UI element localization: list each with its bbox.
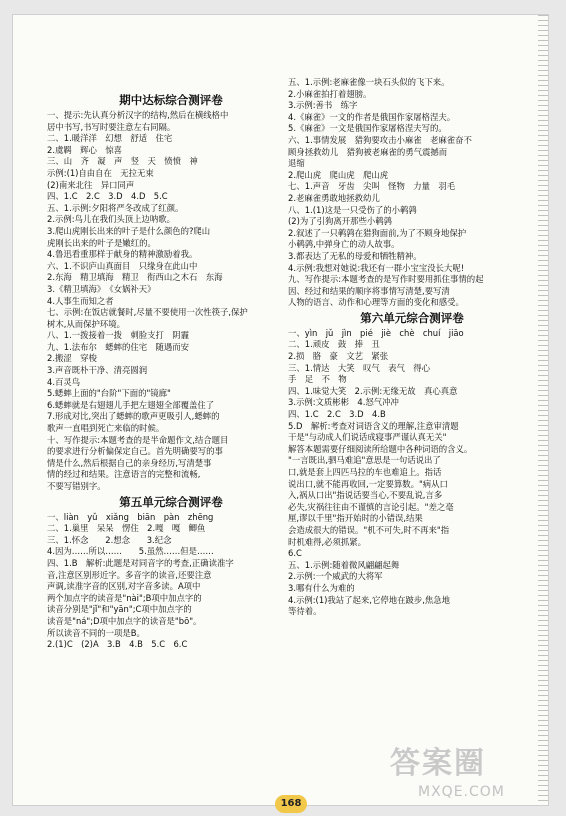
answer-line: 九、写作提示:本题考查的是写作时要用抓住事情的起: [288, 274, 484, 285]
answer-line: 音,注意区别形近字。多音字的读音,还要注意: [47, 569, 212, 580]
section-title: 第五单元综合测评卷: [119, 494, 223, 509]
answer-line: 5.蟋蟀上面的"台阶"下面的"镜廊": [47, 388, 171, 399]
answer-line: 4.《麻雀》一文的作者是俄国作家屠格涅夫。: [288, 111, 456, 122]
answer-line: 4.鲁迅看重那样于献身的精神激励着我。: [47, 249, 198, 260]
answer-line: 二、1.暖洋洋 幻想 舒适 住宅: [47, 133, 173, 144]
answer-line: 4.示例:(1)我站了起来,它停地在跛步,焦急地: [288, 594, 450, 605]
answer-line: 等待着。: [288, 606, 322, 617]
answer-line: 4.示例:我想对她说:我还有一群小宝宝没长大呢!: [288, 262, 465, 273]
answer-line: 九、1.法布尔 蟋蟀的住宅 随遇而安: [47, 341, 189, 352]
answer-line: 2.爬山虎 爬山虎 爬山虎: [288, 169, 389, 180]
answer-line: 四、1.C 2.C 3.D 4.D 5.C: [47, 191, 168, 202]
answer-line: 两个加点字的读音是"nài";B项中加点字的: [47, 592, 202, 603]
answer-line: 2.老麻雀勇敢地拯救幼儿: [288, 192, 380, 203]
page-number-badge: 168: [275, 795, 307, 813]
answer-line: 读音分别是"jǐ"和"yān";C项中加点字的: [47, 604, 192, 615]
answer-line: 一、提示:先认真分析汉字的结构,然后在横线格中: [47, 110, 229, 120]
answer-line: 读音是"ná";D项中加点字的读音是"bō"。: [47, 615, 202, 626]
answer-line: 5.《麻雀》一文是俄国作家屠格涅夫写的。: [288, 123, 447, 134]
answer-line: 口,就是套上四匹马拉的车也难追上。指话: [288, 467, 442, 477]
answer-line: 八、1.(1)这是一只受伤了的小鹌鹑: [288, 204, 417, 215]
answer-line: 6.C: [288, 548, 302, 559]
answer-line: 2.叙述了一只鹌鹑在猎狗面前,为了不顾身地保护: [288, 227, 467, 238]
answer-line: 十、写作提示:本题考查的是半命题作文,结合题目: [47, 434, 229, 445]
answer-line: 会造成很大的错误。"机不可失,时不再来"指: [288, 524, 450, 535]
answer-line: 顾身拯救幼儿 猎狗被老麻雀的勇气震撼而: [288, 146, 448, 157]
answer-line: 三、1.怀念 2.想念 3.纪念: [47, 534, 172, 545]
answer-line: 2.东海 精卫填海 精卫 衔西山之木石 东海: [47, 272, 223, 283]
answer-line: 四、1.C 2.C 3.D 4.B: [288, 409, 386, 420]
answer-line: 四、1.味觉大笑 2.示例:无缘无故 真心真意: [288, 385, 458, 396]
answer-line: 厘,谬以千里"指开始时的小错误,结果: [288, 513, 423, 524]
answer-line: 六、1.不识庐山真面目 只缘身在此山中: [47, 260, 198, 271]
answer-line: 四、1.B 解析:此题是对同音字的考查,正确读准字: [47, 557, 234, 568]
section-title: 第六单元综合测评卷: [360, 310, 464, 325]
watermark-url: MXQE.COM: [418, 784, 505, 800]
answer-line: 3.哪有什么为难的: [288, 582, 355, 593]
answer-line: 六、1.事情发展 猎狗要攻击小麻雀 老麻雀奋不: [288, 134, 472, 145]
answer-line: 入,祸从口出"指说话要当心,不要乱说,言多: [288, 490, 443, 501]
answer-line: 2.搬涩 穿梭: [47, 353, 97, 364]
answer-key-page: [12, 14, 549, 809]
answer-line: 3.声音既朴干净、清亮圆润: [47, 365, 148, 376]
answer-line: 七、示例:在饭店就餐时,尽量不要使用一次性筷子,保护: [47, 307, 248, 318]
answer-line: 手 足 不 物: [288, 374, 347, 385]
answer-line: 所以读音不同的一项是B。: [47, 627, 145, 638]
answer-line: 一、yìn jǔ jìn pié jiè chè chuí jiāo: [288, 327, 464, 338]
answer-line: 虎刚长出来的叶子是嫩红的。: [47, 237, 156, 248]
answer-line: 五、1.示例:随着微风翩翩起舞: [288, 559, 400, 570]
answer-line: 树木,从而保护环境。: [47, 318, 126, 329]
answer-line: 一、liàn yǔ xiǎng biān pàn zhēng: [47, 511, 214, 522]
answer-line: 3.爬山虎刚长出来的叶子是什么颜色的?爬山: [47, 225, 211, 236]
answer-line: "一言既出,驷马难追"意思是一句话说出了: [288, 455, 441, 466]
answer-line: 6.蟋蟀就是右翅翅儿手把左翅翅全部覆盖住了: [47, 399, 215, 410]
answer-line: 五、1.示例:老麻雀像一块石头似的飞下来。: [288, 77, 450, 87]
answer-line: 示例:(1)自由自在 无拉无束: [47, 167, 154, 178]
answer-line: 小鹌鹑,中弹身亡的动人故事。: [288, 239, 400, 250]
answer-line: 情是什么,然后根据自己的亲身经历,写清楚事: [47, 457, 212, 468]
answer-line: 解答本题需要仔细阅读所给题中各种词语的含义。: [288, 443, 473, 454]
left-column: [47, 77, 295, 651]
answer-line: 2.虞羁 辉心 惊喜: [47, 144, 122, 155]
answer-line: 2.小麻雀拍打着翅膀。: [288, 88, 372, 99]
answer-line: 二、1.顽皮 鼓 捧 丑: [288, 339, 380, 350]
answer-line: 退缩: [288, 158, 305, 169]
answer-line: 3.示例:文质彬彬 4.怒气冲冲: [288, 397, 399, 408]
answer-line: 4.因为……所以…… 5.虽然……但是……: [47, 546, 214, 557]
answer-line: 二、1.巢里 呆呆 愣住 2.嘎 嘎 鲫鱼: [47, 523, 206, 534]
answer-line: 人物的语言、动作和心理等方面的变化和感受。: [288, 297, 464, 308]
page-binding-edge: [538, 15, 548, 805]
answer-line: 情的经过和结果。注意语言的完整和流畅,: [47, 469, 201, 480]
answer-line: 3.《精卫填海》 《女娲补天》: [47, 283, 156, 294]
answer-line: 3.示例:善书 练字: [288, 100, 358, 111]
answer-line: 居中书写,书写时要注意左右同隔。: [47, 121, 176, 132]
answer-line: 七、1.声音 牙齿 尖叫 怪物 力量 羽毛: [288, 181, 456, 192]
answer-line: 五、1.示例:夕阳将严冬改成了红颜。: [47, 202, 184, 213]
answer-line: 干是"与动成人们说话成寝事严谨认真无关": [288, 432, 447, 443]
right-column: [288, 77, 536, 618]
answer-line: 2.损 胳 豪 文艺 紧张: [288, 351, 389, 362]
answer-line: 不要写错别字。: [47, 481, 106, 491]
watermark-logo-text: 答案圈: [390, 746, 486, 781]
answer-line: 7.形成对比,突出了蟋蟀的歌声更吸引人,蟋蟀的: [47, 411, 220, 422]
answer-line: 2.示例:鸟儿在我们头顶上边呐歌。: [47, 214, 176, 225]
answer-line: 八、1.一拨接着一拨 刺脸支打 阴霾: [47, 330, 189, 341]
answer-line: 2.(1)C (2)A 3.B 4.B 5.C 6.C: [47, 639, 188, 650]
answer-line: 因、经过和结果的顺序将事情写清楚,要写清: [288, 285, 450, 296]
answer-line: 时机难得,必须抓紧。: [288, 536, 367, 547]
answer-line: (2)为了引狗离开那些小鹌鹑: [288, 216, 392, 227]
answer-line: 2.示例:一个威武的大将军: [288, 571, 383, 582]
answer-line: 4.人事生而知之者: [47, 295, 114, 306]
answer-line: 必失,灾祸往往由不谨慎的言论引起。"差之毫: [288, 501, 454, 512]
answer-line: (2)南来北往 异口同声: [47, 179, 135, 190]
answer-line: 声调,读准字音的区别,对字音多读。A项中: [47, 581, 201, 592]
answer-line: 3.都表达了无私的母爱和牺牲精神。: [288, 250, 422, 261]
answer-line: 5.D 解析:考查对词语含义的理解,注意审清题: [288, 420, 459, 431]
answer-line: 的要求进行分析偏保定自己。首先明确要写的事: [47, 446, 223, 457]
section-title: 期中达标综合测评卷: [119, 93, 223, 107]
answer-line: 4.百灵鸟: [47, 376, 81, 387]
answer-line: 歌声一直唱到死亡来临的时候。: [47, 423, 165, 434]
answer-line: 三、山 齐 凝 声 竖 天 愤愤 神: [47, 156, 198, 167]
answer-line: 三、1.情达 大笑 叹气 表气 得心: [288, 362, 430, 373]
answer-line: 说出口,就不能再收回,一定要算数。"病从口: [288, 478, 448, 489]
